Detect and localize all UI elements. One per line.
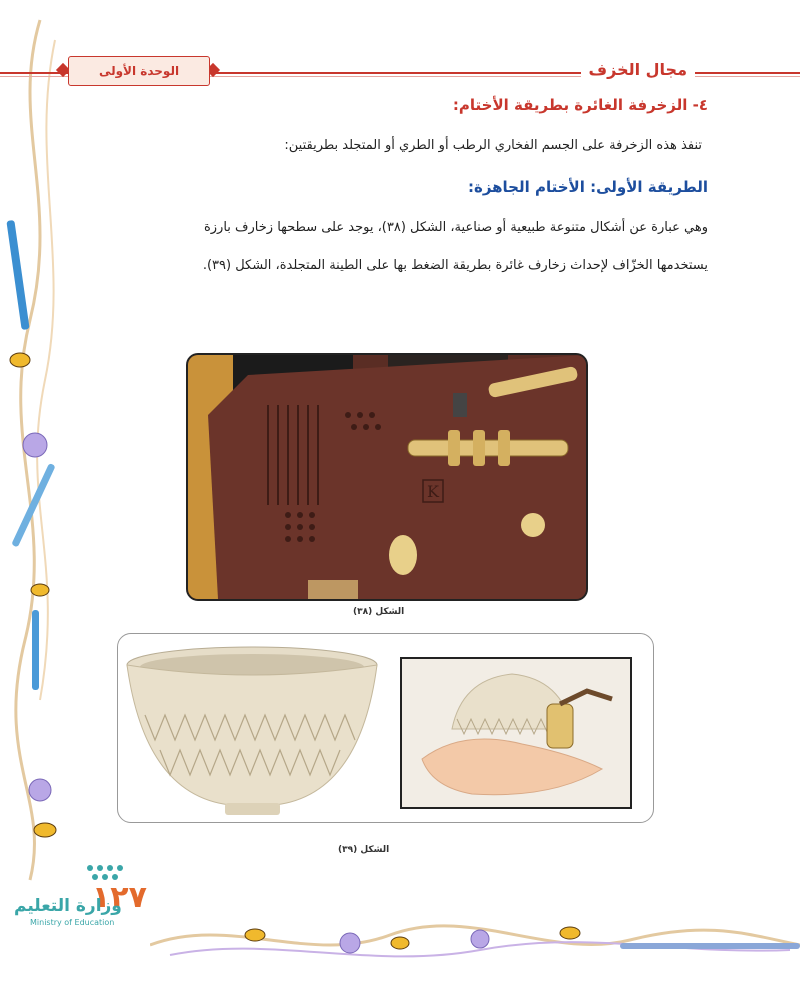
subsection-heading: ٤- الزخرفة الغائرة بطريقة الأختام: [452, 96, 708, 114]
ministry-logo-text: وزارة التعليم [14, 896, 122, 916]
figure-39-caption: الشكل (٣٩) [338, 845, 390, 855]
bottom-border-decoration [150, 905, 800, 980]
intro-paragraph: تنفذ هذه الزخرفة على الجسم الفخاري الرطب أو الطري أو المتجلد بطريقتين: [284, 138, 702, 153]
method-paragraph-line-2: يستخدمها الخزّاف لإحداث زخارف غائرة بطريقة الضغط بها على الطينة المتجلدة، الشكل (٣٩). [202, 258, 708, 273]
method-heading: الطريقة الأولى: الأختام الجاهزة: [467, 178, 708, 196]
hand-rolling-stamp-photo [400, 657, 632, 809]
left-border-decoration [0, 0, 75, 900]
section-title: مجال الخزف [581, 60, 695, 79]
figure-38-photo [186, 353, 588, 601]
unit-badge [68, 56, 210, 86]
unit-label: الوحدة الأولى [98, 64, 180, 78]
figure-38-caption: الشكل (٣٨) [353, 607, 405, 617]
ministry-logo-subtitle: Ministry of Education [30, 918, 115, 927]
hand-illustration [402, 659, 630, 807]
method-paragraph-line-1: وهي عبارة عن أشكال متنوعة طبيعية أو صناعية، الشكل (٣٨)، يوجد على سطحها زخارف بارزة [203, 220, 708, 235]
page-number: ١٢٧ [92, 880, 147, 915]
stamp-letter: K [427, 482, 439, 501]
stamps-illustration [188, 355, 586, 599]
decorated-bowl-photo [125, 645, 380, 820]
